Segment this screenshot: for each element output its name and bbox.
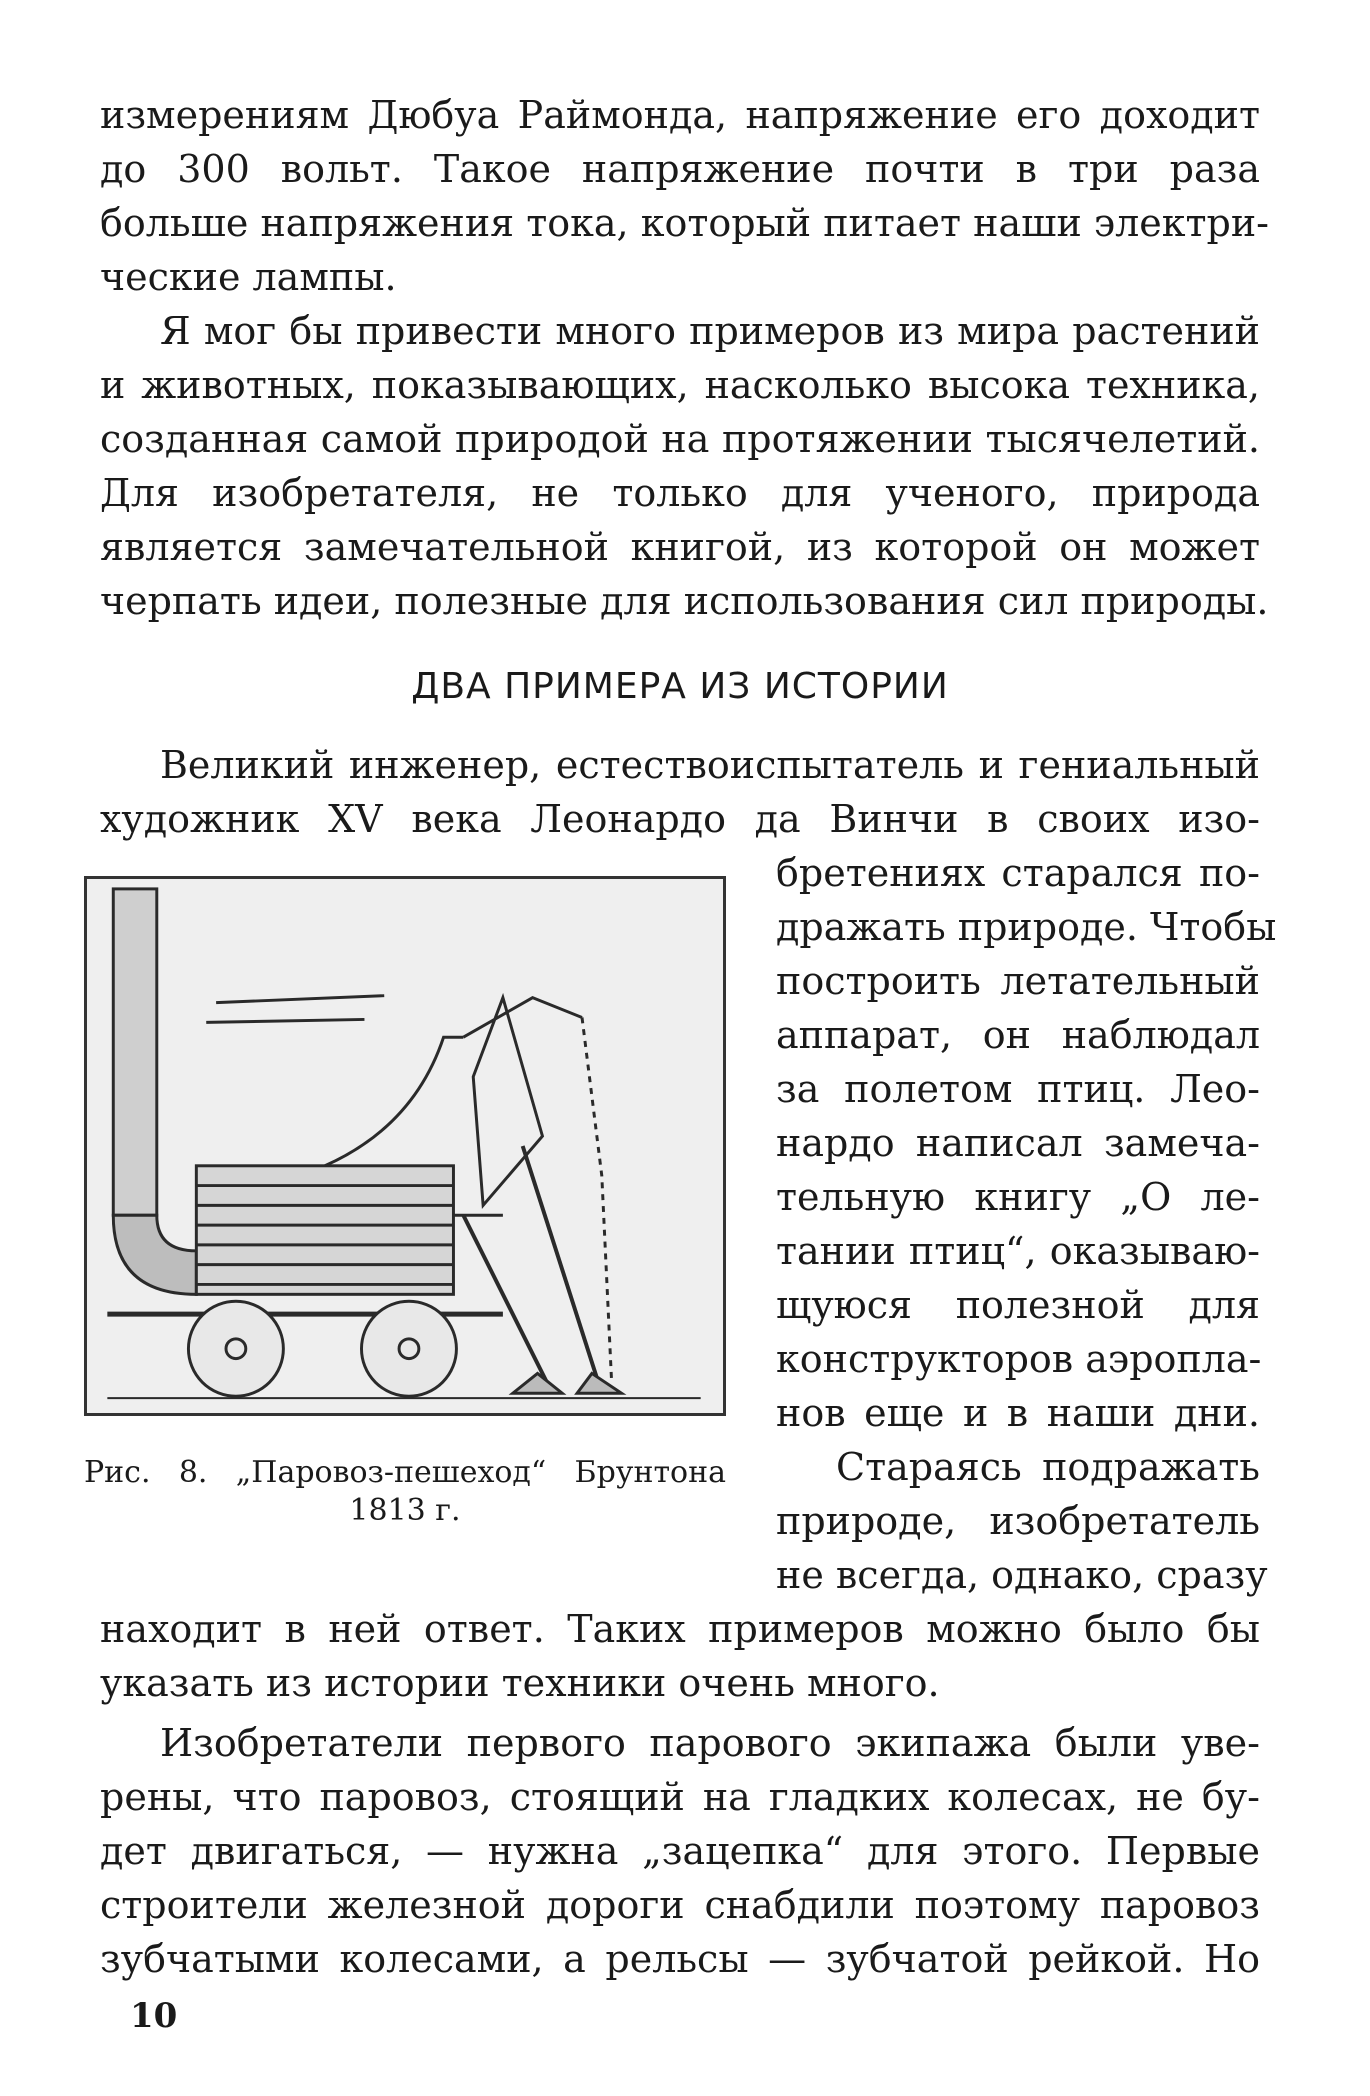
text-line: строители железной дороги снабдили поэтому паровоз [100,1883,1260,1927]
text-line: черпать идеи, полезные для использования сил природы. [100,579,1269,623]
text-line: Стараясь подражать [836,1445,1260,1489]
text-line: созданная самой природой на протяжении тысячелетий. [100,417,1260,461]
section-heading: ДВА ПРИМЕРА ИЗ ИСТОРИИ [411,666,949,707]
text-line: не всегда, однако, сразу [776,1553,1268,1597]
text-line: рены, что паровоз, стоящий на гладких колесах, не бу- [100,1775,1260,1819]
text-line: находит в ней ответ. Таких примеров можно было бы [100,1607,1260,1651]
figure-illustration [84,876,726,1416]
text-line: конструкторов аэропла- [776,1337,1262,1381]
page-number: 10 [130,1996,178,2036]
text-line: нов еще и в наши дни. [776,1391,1260,1435]
text-line: ческие лампы. [100,255,397,299]
wheel-right-shape [361,1301,456,1396]
lever-shape [463,998,582,1038]
text-line: больше напряжения тока, который питает наши электри- [100,201,1270,245]
chimney-elbow-shape [113,1215,196,1294]
text-line: является замечательной книгой, из которой он может [100,525,1260,569]
text-line: щуюся полезной для [776,1283,1260,1327]
text-line: дет двигаться, — нужна „зацепка“ для этого. Первые [100,1829,1260,1873]
text-line: Для изобретателя, не только для ученого, природа [100,471,1260,515]
text-line: за полетом птиц. Лео- [776,1067,1260,1111]
caption-year: 1813 г. [349,1493,461,1528]
text-line: аппарат, он наблюдал [776,1013,1260,1057]
text-line: тании птиц“, оказываю- [776,1229,1260,1273]
rod-shape [216,996,384,1003]
caption-line: Рис. 8. „Паровоз-пешеход“ Брунтона [84,1455,726,1490]
wheel-left-shape [188,1301,283,1396]
text-line: Великий инженер, естествоиспытатель и гениальный [160,743,1260,787]
text-line: зубчатыми колесами, а рельсы — зубчатой рейкой. Но [100,1937,1260,1981]
text-line: нардо написал замеча- [776,1121,1260,1165]
text-line: указать из истории техники очень много. [100,1661,940,1705]
text-line: художник XV века Леонардо да Винчи в своих изо- [100,797,1260,841]
text-line: природе, изобретатель [776,1499,1260,1543]
chimney-shape [113,889,157,1215]
text-line: Изобретатели первого парового экипажа были уве- [160,1721,1260,1765]
text-line: бретениях старался по- [776,851,1260,895]
text-line: Я мог бы привести много примеров из мира растений [160,309,1260,353]
text-line: и животных, показывающих, насколько высока техника, [100,363,1260,407]
text-line: тельную книгу „О ле- [776,1175,1260,1219]
locomotive-drawing [87,879,723,1413]
steam-pipe-shape [325,1037,463,1166]
text-line: дражать природе. Чтобы [776,905,1277,949]
text-line: построить летательный [776,959,1260,1003]
figure-caption [84,1454,726,1530]
text-line: измерениям Дюбуа Раймонда, напряжение его доходит [100,93,1260,137]
text-line: до 300 вольт. Такое напряжение почти в три раза [100,147,1260,191]
leg-front-shape [463,1215,552,1393]
